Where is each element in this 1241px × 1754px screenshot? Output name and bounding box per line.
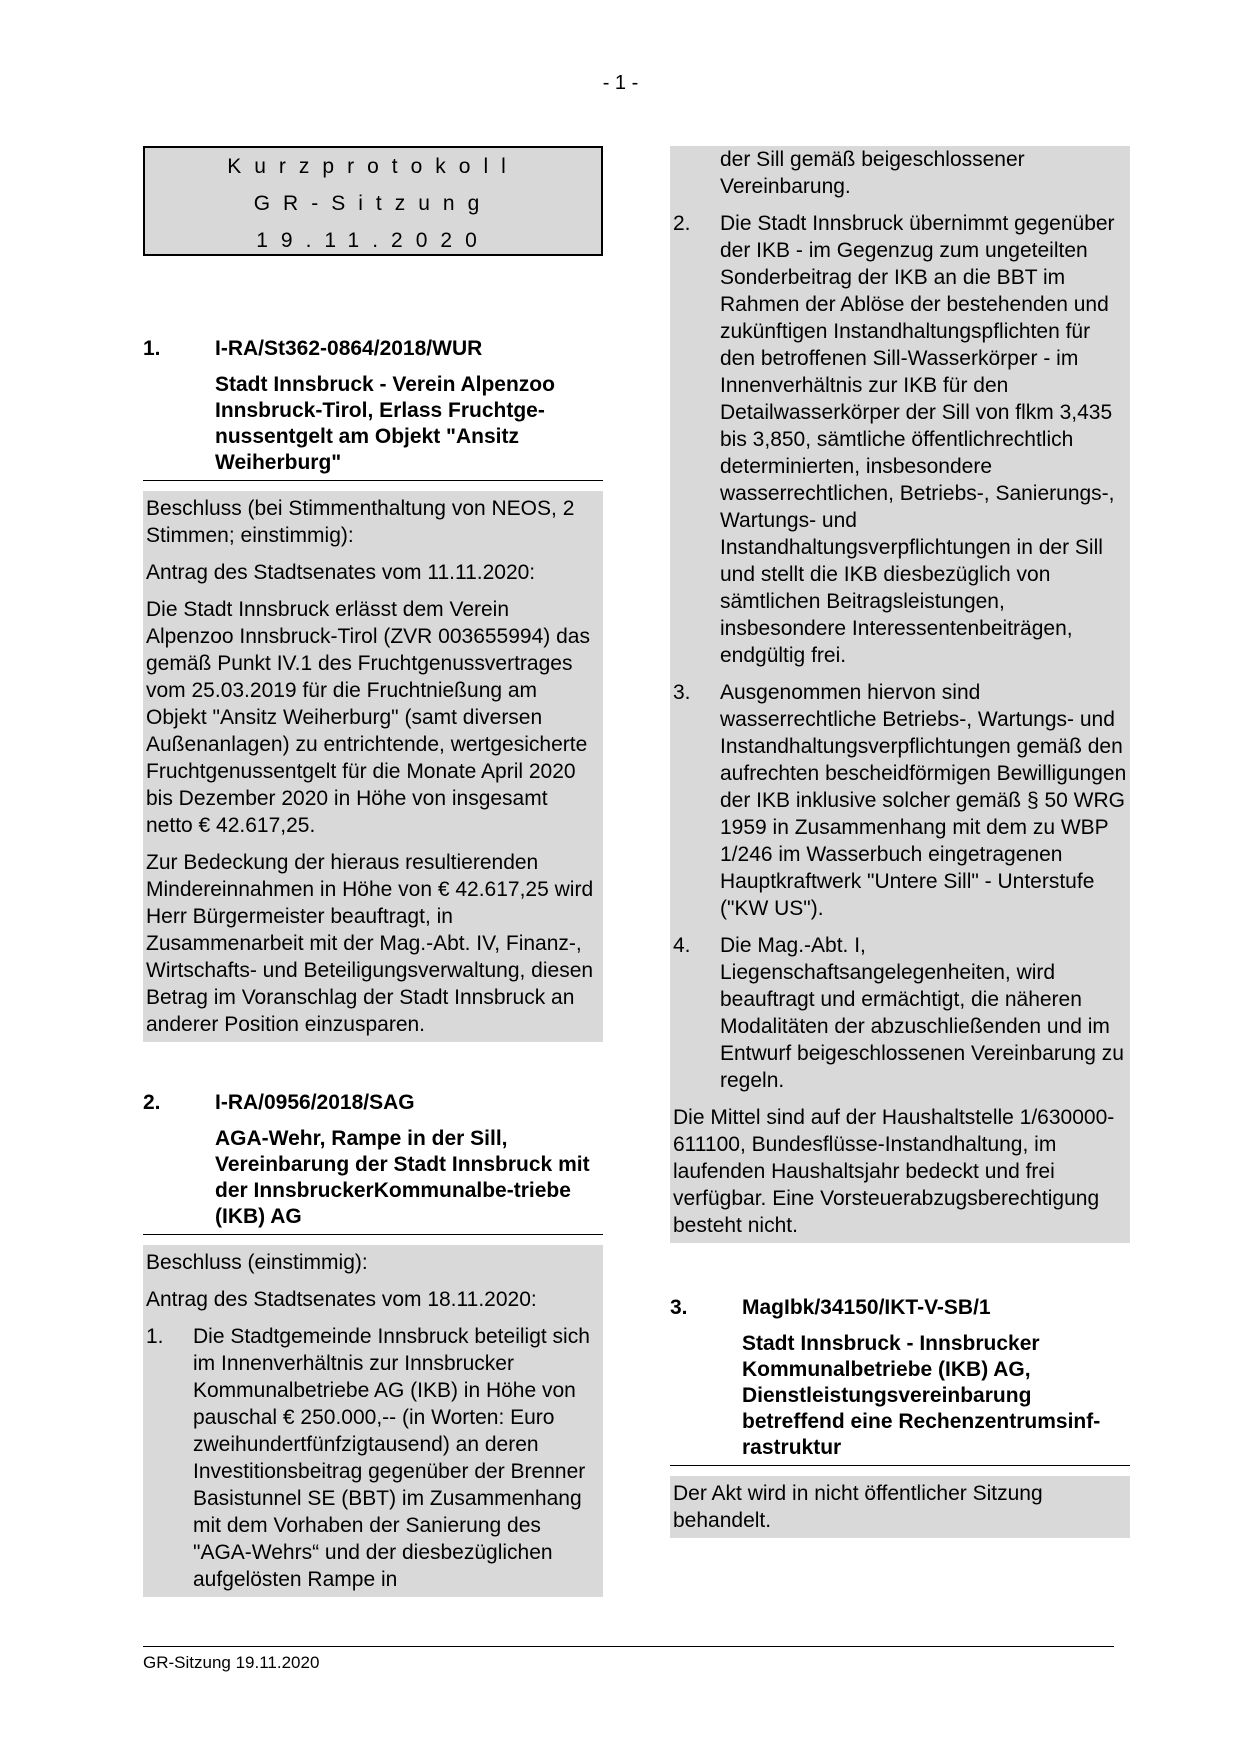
enum-number: 3.	[673, 681, 691, 704]
enum-number: 4.	[673, 934, 691, 957]
enum-number: 2.	[673, 212, 691, 235]
session-date: 19.11.2020	[256, 229, 490, 252]
item-code: I-RA/St362-0864/2018/WUR	[215, 337, 483, 360]
note-text: Der Akt wird in nicht öffentlicher Sitzung behandelt.	[673, 1482, 1043, 1532]
agenda-item-1-body	[143, 491, 603, 1042]
item-code: MagIbk/34150/IKT-V-SB/1	[742, 1296, 991, 1319]
paragraph: Zur Bedeckung der hieraus resultierenden Mindereinnahmen in Höhe von € 42.617,25 wird Herr Bürgermeister beauftragt, in Zusammenarbeit mit der Mag.-Abt. IV, Finanz-, Wirtschafts- und Beteiligungsverwaltung, diesen Betrag im Voranschlag der Stadt Innsbruck an anderer Position einzusparen.	[146, 851, 594, 1036]
agenda-item-1-head	[143, 336, 603, 480]
agenda-item-2-body	[143, 1245, 603, 1597]
protocol-title: Kurzprotokoll	[227, 155, 519, 178]
page-footer: GR-Sitzung 19.11.2020	[143, 1646, 1114, 1673]
agenda-item-2-head	[143, 1090, 603, 1234]
motion-text: Antrag des Stadtsenates vom 11.11.2020:	[146, 561, 536, 584]
motion-text: Antrag des Stadtsenates vom 18.11.2020:	[146, 1288, 537, 1311]
enum-text: Die Mag.-Abt. I, Liegenschaftsangelegenheiten, wird beauftragt und ermächtigt, die näheren Modalitäten der abzuschließenden und im Entwurf beigeschlossenen Vereinbarung zu regeln.	[720, 934, 1124, 1092]
enum-item-1	[146, 1323, 600, 1593]
enum-item-4	[673, 932, 1127, 1094]
funding-note: Die Mittel sind auf der Haushaltstelle 1/630000-611100, Bundesflüsse-Instandhaltung, im laufenden Haushaltsjahr bedeckt und frei verfügbar. Eine Vorsteuerabzugsberechtigung besteht nicht.	[673, 1106, 1115, 1237]
decision-text: Beschluss (bei Stimmenthaltung von NEOS, 2 Stimmen; einstimmig):	[146, 497, 575, 547]
enum-item-2	[673, 210, 1127, 669]
right-column	[670, 146, 1130, 1538]
item-number: 2.	[143, 1091, 161, 1114]
left-column	[143, 146, 603, 1597]
enum-number: 1.	[146, 1325, 164, 1348]
protocol-header-box	[143, 146, 603, 256]
item-number: 3.	[670, 1296, 688, 1319]
session-name: GR-Sitzung	[253, 192, 493, 215]
enum-text-continued: der Sill gemäß beigeschlossener Vereinbarung.	[720, 148, 1025, 198]
item-title: AGA-Wehr, Rampe in der Sill, Vereinbarung der Stadt Innsbruck mit der InnsbruckerKommunalbe-triebe (IKB) AG	[215, 1127, 590, 1228]
page-number: - 1 -	[602, 72, 639, 94]
item-code: I-RA/0956/2018/SAG	[215, 1091, 415, 1114]
divider	[143, 480, 603, 481]
enum-text: Die Stadt Innsbruck übernimmt gegenüber der IKB - im Gegenzug zum ungeteilten Sonderbeitrag der IKB an die BBT im Rahmen der Ablöse der bestehenden und zukünftigen Instandhaltungspflichten für den betroffenen Sill-Wasserkörper - im Innenverhältnis zur IKB für den Detailwasserkörper der Sill von flkm 3,435 bis 3,850, sämtliche öffentlichrechtlich determinierten, insbesondere wasserrechtlichen, Betriebs-, Sanierungs-, Wartungs- und Instandhaltungsverpflichtungen in der Sill und stellt die IKB diesbezüglich von sämtlichen Beitragsleistungen, insbesondere Interessentenbeiträgen, endgültig frei.	[720, 212, 1115, 667]
enum-text: Ausgenommen hiervon sind wasserrechtliche Betriebs-, Wartungs- und Instandhaltungsverpflichtungen gemäß den aufrechten bescheidförmigen Bewilligungen der IKB inklusive solcher gemäß § 50 WRG 1959 in Zusammenhang mit dem zu WBP 1/246 im Wasserbuch eingetragenen Hauptkraftwerk "Untere Sill" - Unterstufe ("KW US").	[720, 681, 1127, 920]
item-number: 1.	[143, 337, 161, 360]
item-title: Stadt Innsbruck - Verein Alpenzoo Innsbruck-Tirol, Erlass Fruchtge-nussentgelt am Objekt "Ansitz Weiherburg"	[215, 373, 555, 474]
item-title: Stadt Innsbruck - Innsbrucker Kommunalbetriebe (IKB) AG, Dienstleistungsvereinbarung betreffend eine Rechenzentrumsinf-rastruktur	[742, 1332, 1101, 1459]
decision-text: Beschluss (einstimmig):	[146, 1251, 368, 1274]
agenda-item-3-head	[670, 1295, 1130, 1465]
agenda-item-2-continued	[670, 146, 1130, 1243]
divider	[143, 1234, 603, 1235]
divider	[670, 1465, 1130, 1466]
paragraph: Die Stadt Innsbruck erlässt dem Verein Alpenzoo Innsbruck-Tirol (ZVR 003655994) das gemäß Punkt IV.1 des Fruchtgenussvertrages vom 25.03.2019 für die Fruchtnießung am Objekt "Ansitz Weiherburg" (samt diversen Außenanlagen) zu entrichtende, wertgesicherte Fruchtgenussentgelt für die Monate April 2020 bis Dezember 2020 in Höhe von insgesamt netto € 42.617,25.	[146, 598, 590, 837]
enum-text: Die Stadtgemeinde Innsbruck beteiligt sich im Innenverhältnis zur Innsbrucker Kommunalbetriebe AG (IKB) in Höhe von pauschal € 250.000,-- (in Worten: Euro zweihundertfünfzigtausend) an deren Investitionsbeitrag gegenüber der Brenner Basistunnel SE (BBT) im Zusammenhang mit dem Vorhaben der Sanierung des "AGA-Wehrs“ und der diesbezüglichen aufgelösten Rampe in	[193, 1325, 590, 1591]
agenda-item-3-body	[670, 1476, 1130, 1538]
enum-item-3	[673, 679, 1127, 922]
